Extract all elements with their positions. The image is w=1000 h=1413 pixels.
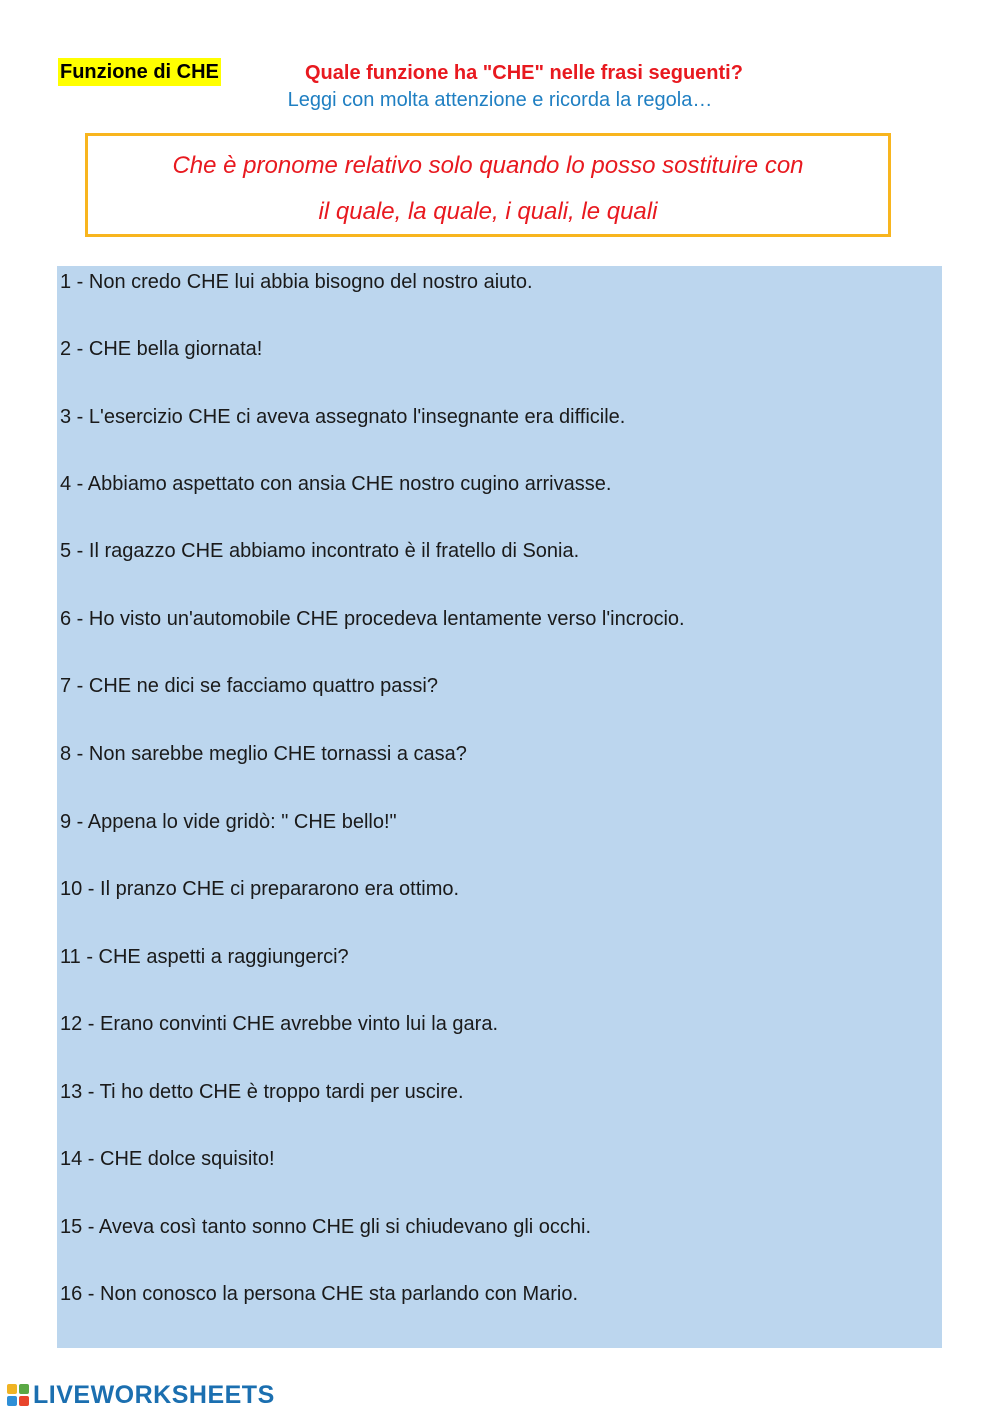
sentence-13: 13 - Ti ho detto CHE è troppo tardi per uscire.: [60, 1081, 464, 1103]
sentence-10: 10 - Il pranzo CHE ci prepararono era ottimo.: [60, 878, 460, 900]
liveworksheets-blocks-icon: [7, 1384, 29, 1406]
sentence-12: 12 - Erano convinti CHE avrebbe vinto lui la gara.: [60, 1013, 499, 1035]
sentence-14: 14 - CHE dolce squisito!: [60, 1148, 275, 1170]
sentence-16: 16 - Non conosco la persona CHE sta parlando con Mario.: [60, 1283, 579, 1305]
logo-text: LIVEWORKSHEETS: [33, 1381, 275, 1409]
sentence-2: 2 - CHE bella giornata!: [60, 338, 263, 360]
instruction-subtitle: Leggi con molta attenzione e ricorda la regola…: [287, 89, 713, 111]
sentence-3: 3 - L'esercizio CHE ci aveva assegnato l'insegnante era difficile.: [60, 406, 626, 428]
rule-line-2: il quale, la quale, i quali, le quali: [318, 198, 658, 225]
sentence-5: 5 - Il ragazzo CHE abbiamo incontrato è il fratello di Sonia.: [60, 540, 580, 562]
sentence-11: 11 - CHE aspetti a raggiungerci?: [60, 946, 349, 968]
sentence-4: 4 - Abbiamo aspettato con ansia CHE nostro cugino arrivasse.: [60, 473, 612, 495]
question-heading: Quale funzione ha "CHE" nelle frasi seguenti?: [305, 62, 743, 84]
sentences-panel: [57, 266, 942, 1348]
rule-line-1: Che è pronome relativo solo quando lo posso sostituire con: [172, 152, 804, 179]
sentence-15: 15 - Aveva così tanto sonno CHE gli si chiudevano gli occhi.: [60, 1216, 592, 1238]
sentence-6: 6 - Ho visto un'automobile CHE procedeva lentamente verso l'incrocio.: [60, 608, 685, 630]
sentence-8: 8 - Non sarebbe meglio CHE tornassi a casa?: [60, 743, 467, 765]
liveworksheets-logo[interactable]: [7, 1380, 275, 1410]
sentence-9: 9 - Appena lo vide gridò: " CHE bello!": [60, 811, 397, 833]
sentence-7: 7 - CHE ne dici se facciamo quattro passi?: [60, 675, 438, 697]
rule-box: [85, 133, 891, 237]
worksheet-title: Funzione di CHE: [58, 58, 221, 86]
sentence-1: 1 - Non credo CHE lui abbia bisogno del nostro aiuto.: [60, 271, 533, 293]
